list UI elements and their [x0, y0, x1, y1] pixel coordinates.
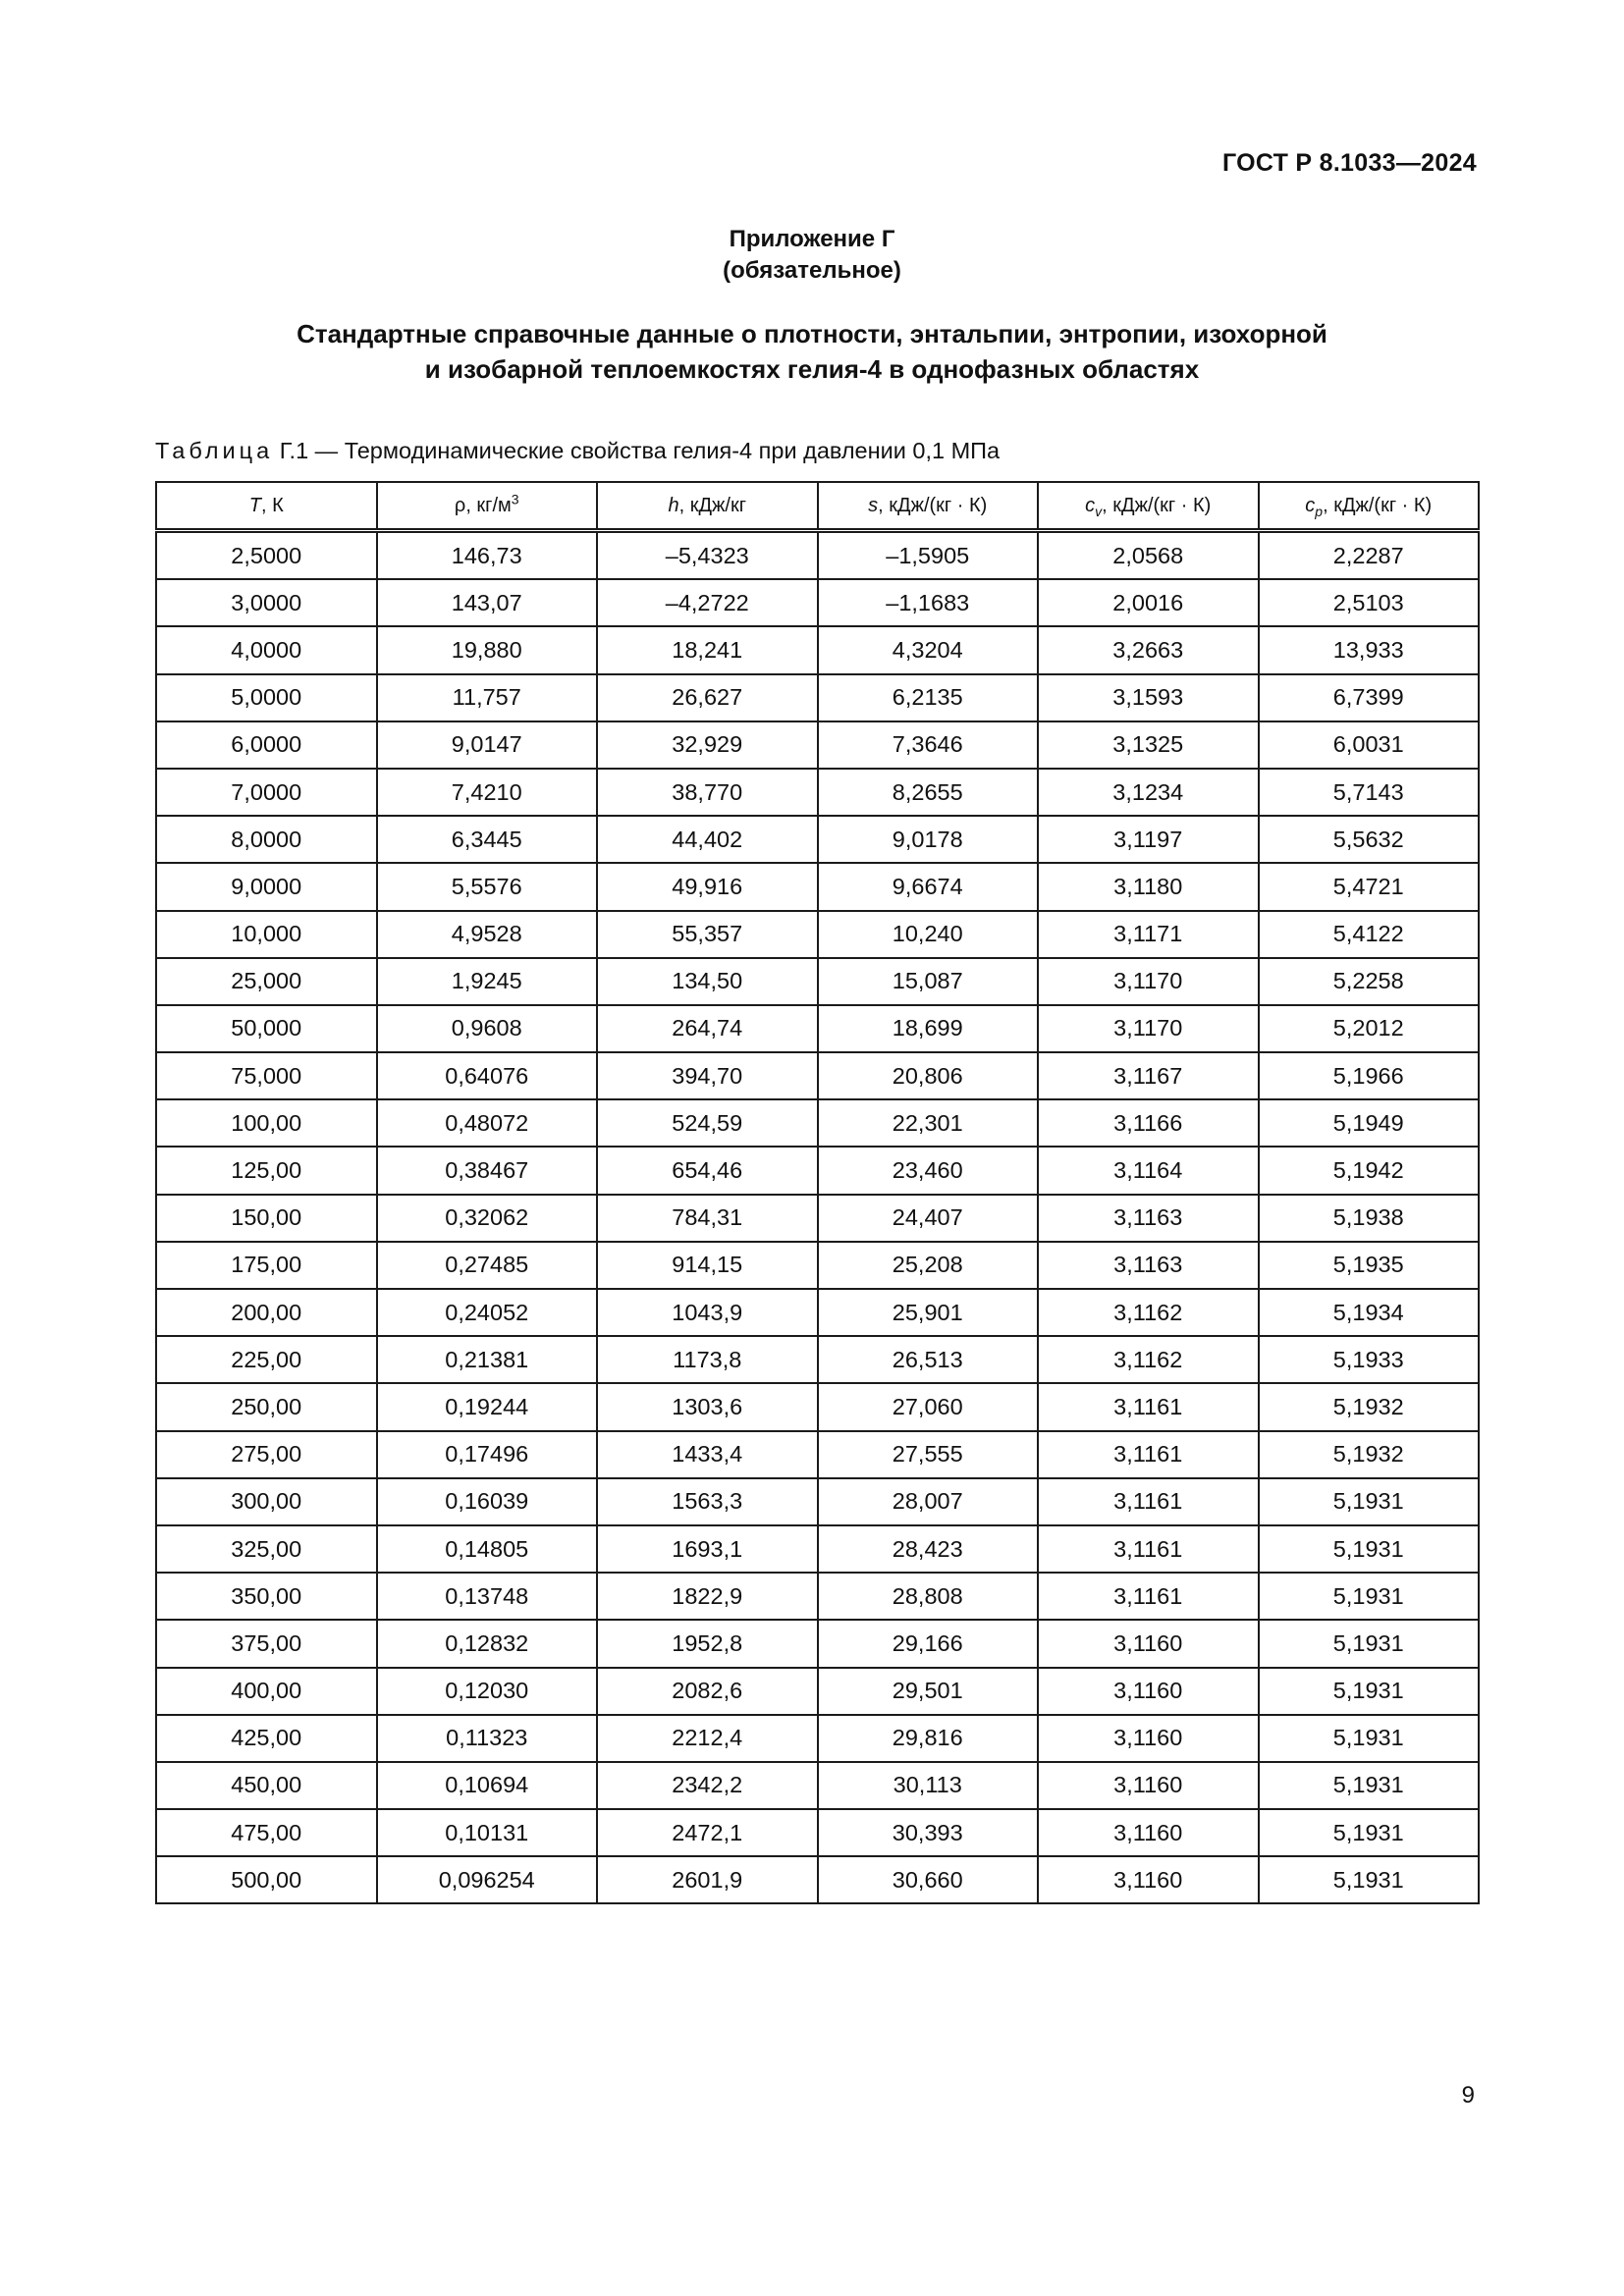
- cell-cp: 5,1931: [1259, 1715, 1480, 1762]
- cell-cv: 3,1164: [1038, 1147, 1259, 1194]
- cell-enthalpy: 1693,1: [597, 1525, 818, 1573]
- cell-cv: 2,0016: [1038, 579, 1259, 626]
- cell-cv: 3,1163: [1038, 1195, 1259, 1242]
- cell-density: 0,19244: [377, 1383, 598, 1430]
- cell-entropy: 24,407: [818, 1195, 1039, 1242]
- cell-cp: 6,7399: [1259, 674, 1480, 721]
- table-row: [156, 1809, 1479, 1856]
- cell-cp: 5,5632: [1259, 816, 1480, 863]
- cell-enthalpy: –4,2722: [597, 579, 818, 626]
- table-row: [156, 1289, 1479, 1336]
- cell-cp: 5,1932: [1259, 1383, 1480, 1430]
- header-enthalpy-symbol: h: [668, 494, 679, 516]
- header-density-sup: 3: [511, 490, 519, 507]
- table-row: [156, 816, 1479, 863]
- table-row: [156, 531, 1479, 580]
- cell-cp: 5,1932: [1259, 1431, 1480, 1478]
- cell-cv: 3,1170: [1038, 1005, 1259, 1052]
- cell-entropy: 28,007: [818, 1478, 1039, 1525]
- cell-cp: 5,1931: [1259, 1856, 1480, 1903]
- table-caption: [155, 438, 1000, 464]
- cell-entropy: 29,501: [818, 1668, 1039, 1715]
- cell-temperature: 7,0000: [156, 769, 377, 816]
- cell-cv: 3,1166: [1038, 1099, 1259, 1147]
- cell-entropy: 25,901: [818, 1289, 1039, 1336]
- cell-temperature: 25,000: [156, 958, 377, 1005]
- header-entropy: [818, 482, 1039, 531]
- table-row: [156, 1383, 1479, 1430]
- table-row: [156, 1478, 1479, 1525]
- header-cv-symbol: c: [1085, 494, 1096, 516]
- cell-enthalpy: 18,241: [597, 626, 818, 673]
- cell-cv: 3,1160: [1038, 1809, 1259, 1856]
- table-row: [156, 1242, 1479, 1289]
- cell-cp: 5,1931: [1259, 1809, 1480, 1856]
- cell-temperature: 200,00: [156, 1289, 377, 1336]
- cell-density: 146,73: [377, 531, 598, 580]
- cell-density: 0,10694: [377, 1762, 598, 1809]
- cell-temperature: 450,00: [156, 1762, 377, 1809]
- table-row: [156, 721, 1479, 769]
- table-row: [156, 674, 1479, 721]
- cell-cv: 3,1160: [1038, 1620, 1259, 1667]
- cell-cp: 5,1931: [1259, 1525, 1480, 1573]
- cell-cp: 5,1931: [1259, 1478, 1480, 1525]
- cell-entropy: –1,1683: [818, 579, 1039, 626]
- table-row: [156, 1005, 1479, 1052]
- cell-entropy: 29,816: [818, 1715, 1039, 1762]
- cell-entropy: 30,393: [818, 1809, 1039, 1856]
- header-cp-symbol: c: [1305, 494, 1316, 516]
- table-row: [156, 1525, 1479, 1573]
- header-isobaric-heat-capacity: [1259, 482, 1480, 531]
- cell-cp: 5,1931: [1259, 1668, 1480, 1715]
- table-row: [156, 1620, 1479, 1667]
- table-row: [156, 1099, 1479, 1147]
- cell-enthalpy: 1303,6: [597, 1383, 818, 1430]
- annex-status: (обязательное): [723, 257, 901, 284]
- cell-cv: 3,1160: [1038, 1762, 1259, 1809]
- cell-entropy: 6,2135: [818, 674, 1039, 721]
- header-cv-unit: , кДж/(кг · К): [1102, 494, 1212, 516]
- header-temperature: [156, 482, 377, 531]
- cell-enthalpy: 26,627: [597, 674, 818, 721]
- cell-density: 0,096254: [377, 1856, 598, 1903]
- header-enthalpy-unit: , кДж/кг: [678, 494, 746, 516]
- cell-temperature: 10,000: [156, 911, 377, 958]
- cell-enthalpy: 2601,9: [597, 1856, 818, 1903]
- cell-cp: 5,1931: [1259, 1620, 1480, 1667]
- cell-density: 19,880: [377, 626, 598, 673]
- header-entropy-symbol: s: [868, 494, 879, 516]
- header-density-symbol: ρ: [454, 494, 466, 516]
- cell-density: 0,11323: [377, 1715, 598, 1762]
- cell-cv: 3,1167: [1038, 1052, 1259, 1099]
- cell-cp: 5,1942: [1259, 1147, 1480, 1194]
- cell-enthalpy: 1822,9: [597, 1573, 818, 1620]
- cell-enthalpy: 2342,2: [597, 1762, 818, 1809]
- cell-cp: 6,0031: [1259, 721, 1480, 769]
- cell-density: 0,32062: [377, 1195, 598, 1242]
- table-row: [156, 1573, 1479, 1620]
- cell-entropy: 15,087: [818, 958, 1039, 1005]
- cell-cv: 3,1180: [1038, 863, 1259, 910]
- cell-cv: 3,2663: [1038, 626, 1259, 673]
- cell-entropy: 23,460: [818, 1147, 1039, 1194]
- cell-cv: 3,1170: [1038, 958, 1259, 1005]
- cell-temperature: 2,5000: [156, 531, 377, 580]
- heading-line-2: и изобарной теплоемкостях гелия-4 в однофазных областях: [424, 354, 1200, 384]
- table-row: [156, 1715, 1479, 1762]
- cell-enthalpy: 38,770: [597, 769, 818, 816]
- cell-cv: 3,1234: [1038, 769, 1259, 816]
- cell-cv: 3,1162: [1038, 1289, 1259, 1336]
- cell-enthalpy: 394,70: [597, 1052, 818, 1099]
- cell-density: 0,9608: [377, 1005, 598, 1052]
- cell-enthalpy: 1173,8: [597, 1336, 818, 1383]
- cell-cp: 5,1949: [1259, 1099, 1480, 1147]
- cell-enthalpy: 2082,6: [597, 1668, 818, 1715]
- cell-cv: 3,1160: [1038, 1668, 1259, 1715]
- cell-temperature: 3,0000: [156, 579, 377, 626]
- cell-density: 0,24052: [377, 1289, 598, 1336]
- cell-density: 5,5576: [377, 863, 598, 910]
- cell-cv: 3,1171: [1038, 911, 1259, 958]
- cell-entropy: 9,0178: [818, 816, 1039, 863]
- cell-entropy: 28,423: [818, 1525, 1039, 1573]
- cell-cp: 2,2287: [1259, 531, 1480, 580]
- cell-density: 6,3445: [377, 816, 598, 863]
- cell-cv: 3,1160: [1038, 1715, 1259, 1762]
- table-body: [156, 531, 1479, 1904]
- cell-density: 0,21381: [377, 1336, 598, 1383]
- cell-entropy: 26,513: [818, 1336, 1039, 1383]
- cell-entropy: 30,660: [818, 1856, 1039, 1903]
- cell-cv: 2,0568: [1038, 531, 1259, 580]
- cell-temperature: 9,0000: [156, 863, 377, 910]
- cell-cv: 3,1197: [1038, 816, 1259, 863]
- cell-enthalpy: –5,4323: [597, 531, 818, 580]
- cell-enthalpy: 524,59: [597, 1099, 818, 1147]
- heading-line-1: Стандартные справочные данные о плотности, энтальпии, энтропии, изохорной: [297, 319, 1327, 348]
- cell-cp: 5,1966: [1259, 1052, 1480, 1099]
- table-row: [156, 1195, 1479, 1242]
- cell-temperature: 175,00: [156, 1242, 377, 1289]
- cell-density: 0,16039: [377, 1478, 598, 1525]
- cell-temperature: 350,00: [156, 1573, 377, 1620]
- cell-entropy: –1,5905: [818, 531, 1039, 580]
- cell-entropy: 20,806: [818, 1052, 1039, 1099]
- cell-enthalpy: 784,31: [597, 1195, 818, 1242]
- cell-entropy: 8,2655: [818, 769, 1039, 816]
- cell-density: 0,12832: [377, 1620, 598, 1667]
- cell-enthalpy: 654,46: [597, 1147, 818, 1194]
- cell-entropy: 29,166: [818, 1620, 1039, 1667]
- cell-entropy: 27,555: [818, 1431, 1039, 1478]
- cell-cp: 13,933: [1259, 626, 1480, 673]
- cell-enthalpy: 49,916: [597, 863, 818, 910]
- header-entropy-unit: , кДж/(кг · К): [878, 494, 988, 516]
- cell-enthalpy: 44,402: [597, 816, 818, 863]
- cell-temperature: 6,0000: [156, 721, 377, 769]
- document-code: ГОСТ Р 8.1033—2024: [1221, 149, 1477, 177]
- cell-entropy: 9,6674: [818, 863, 1039, 910]
- cell-temperature: 100,00: [156, 1099, 377, 1147]
- cell-density: 0,64076: [377, 1052, 598, 1099]
- section-heading: [0, 316, 1624, 387]
- cell-temperature: 300,00: [156, 1478, 377, 1525]
- cell-cp: 5,2012: [1259, 1005, 1480, 1052]
- cell-temperature: 50,000: [156, 1005, 377, 1052]
- cell-density: 0,12030: [377, 1668, 598, 1715]
- cell-density: 0,13748: [377, 1573, 598, 1620]
- cell-entropy: 7,3646: [818, 721, 1039, 769]
- cell-temperature: 225,00: [156, 1336, 377, 1383]
- cell-temperature: 375,00: [156, 1620, 377, 1667]
- header-density-unit: , кг/м: [465, 494, 512, 516]
- cell-cp: 2,5103: [1259, 579, 1480, 626]
- cell-cp: 5,1938: [1259, 1195, 1480, 1242]
- header-isochoric-heat-capacity: [1038, 482, 1259, 531]
- cell-temperature: 325,00: [156, 1525, 377, 1573]
- table-row: [156, 1856, 1479, 1903]
- header-temperature-symbol: T: [248, 494, 261, 516]
- cell-cv: 3,1162: [1038, 1336, 1259, 1383]
- cell-temperature: 75,000: [156, 1052, 377, 1099]
- table-row: [156, 1762, 1479, 1809]
- cell-cp: 5,4721: [1259, 863, 1480, 910]
- cell-density: 7,4210: [377, 769, 598, 816]
- cell-cv: 3,1593: [1038, 674, 1259, 721]
- cell-temperature: 425,00: [156, 1715, 377, 1762]
- cell-entropy: 28,808: [818, 1573, 1039, 1620]
- header-cp-sub: p: [1315, 503, 1324, 519]
- cell-temperature: 4,0000: [156, 626, 377, 673]
- properties-table: [155, 481, 1480, 1904]
- table-row: [156, 769, 1479, 816]
- cell-enthalpy: 55,357: [597, 911, 818, 958]
- cell-entropy: 25,208: [818, 1242, 1039, 1289]
- table-caption-label: Таблица: [155, 438, 274, 463]
- cell-entropy: 18,699: [818, 1005, 1039, 1052]
- cell-density: 1,9245: [377, 958, 598, 1005]
- cell-cp: 5,1935: [1259, 1242, 1480, 1289]
- table-header-row: [156, 482, 1479, 531]
- cell-cv: 3,1161: [1038, 1478, 1259, 1525]
- table-row: [156, 911, 1479, 958]
- cell-density: 9,0147: [377, 721, 598, 769]
- cell-temperature: 500,00: [156, 1856, 377, 1903]
- cell-cv: 3,1325: [1038, 721, 1259, 769]
- cell-cp: 5,4122: [1259, 911, 1480, 958]
- cell-density: 0,48072: [377, 1099, 598, 1147]
- cell-enthalpy: 914,15: [597, 1242, 818, 1289]
- cell-cp: 5,1931: [1259, 1573, 1480, 1620]
- cell-density: 4,9528: [377, 911, 598, 958]
- cell-cp: 5,7143: [1259, 769, 1480, 816]
- table-row: [156, 1052, 1479, 1099]
- cell-cp: 5,2258: [1259, 958, 1480, 1005]
- cell-temperature: 5,0000: [156, 674, 377, 721]
- table-row: [156, 579, 1479, 626]
- table-row: [156, 863, 1479, 910]
- cell-cp: 5,1931: [1259, 1762, 1480, 1809]
- table-row: [156, 1336, 1479, 1383]
- cell-entropy: 27,060: [818, 1383, 1039, 1430]
- table-row: [156, 626, 1479, 673]
- cell-cv: 3,1161: [1038, 1525, 1259, 1573]
- cell-temperature: 125,00: [156, 1147, 377, 1194]
- cell-temperature: 275,00: [156, 1431, 377, 1478]
- cell-cv: 3,1161: [1038, 1573, 1259, 1620]
- cell-entropy: 30,113: [818, 1762, 1039, 1809]
- cell-temperature: 8,0000: [156, 816, 377, 863]
- header-cp-unit: , кДж/(кг · К): [1323, 494, 1433, 516]
- annex-header: [0, 224, 1624, 287]
- cell-density: 0,14805: [377, 1525, 598, 1573]
- cell-enthalpy: 1043,9: [597, 1289, 818, 1336]
- cell-enthalpy: 264,74: [597, 1005, 818, 1052]
- cell-density: 0,38467: [377, 1147, 598, 1194]
- cell-cv: 3,1161: [1038, 1431, 1259, 1478]
- cell-entropy: 10,240: [818, 911, 1039, 958]
- cell-density: 0,10131: [377, 1809, 598, 1856]
- table-row: [156, 958, 1479, 1005]
- cell-enthalpy: 1952,8: [597, 1620, 818, 1667]
- header-enthalpy: [597, 482, 818, 531]
- cell-density: 0,27485: [377, 1242, 598, 1289]
- table-row: [156, 1431, 1479, 1478]
- cell-enthalpy: 1563,3: [597, 1478, 818, 1525]
- cell-cv: 3,1161: [1038, 1383, 1259, 1430]
- page-number: 9: [1461, 2082, 1475, 2109]
- cell-enthalpy: 2472,1: [597, 1809, 818, 1856]
- cell-enthalpy: 32,929: [597, 721, 818, 769]
- cell-density: 11,757: [377, 674, 598, 721]
- cell-enthalpy: 1433,4: [597, 1431, 818, 1478]
- cell-entropy: 4,3204: [818, 626, 1039, 673]
- cell-temperature: 475,00: [156, 1809, 377, 1856]
- cell-entropy: 22,301: [818, 1099, 1039, 1147]
- header-cv-sub: v: [1095, 503, 1103, 519]
- header-density: [377, 482, 598, 531]
- cell-temperature: 250,00: [156, 1383, 377, 1430]
- cell-cv: 3,1163: [1038, 1242, 1259, 1289]
- cell-density: 0,17496: [377, 1431, 598, 1478]
- table-caption-text: Г.1 — Термодинамические свойства гелия-4 при давлении 0,1 МПа: [279, 438, 1001, 463]
- cell-density: 143,07: [377, 579, 598, 626]
- cell-temperature: 150,00: [156, 1195, 377, 1242]
- cell-enthalpy: 134,50: [597, 958, 818, 1005]
- cell-cv: 3,1160: [1038, 1856, 1259, 1903]
- cell-cp: 5,1933: [1259, 1336, 1480, 1383]
- cell-enthalpy: 2212,4: [597, 1715, 818, 1762]
- table-row: [156, 1668, 1479, 1715]
- cell-temperature: 400,00: [156, 1668, 377, 1715]
- cell-cp: 5,1934: [1259, 1289, 1480, 1336]
- header-temperature-unit: , К: [260, 494, 284, 516]
- annex-title: Приложение Г: [729, 226, 895, 252]
- table-row: [156, 1147, 1479, 1194]
